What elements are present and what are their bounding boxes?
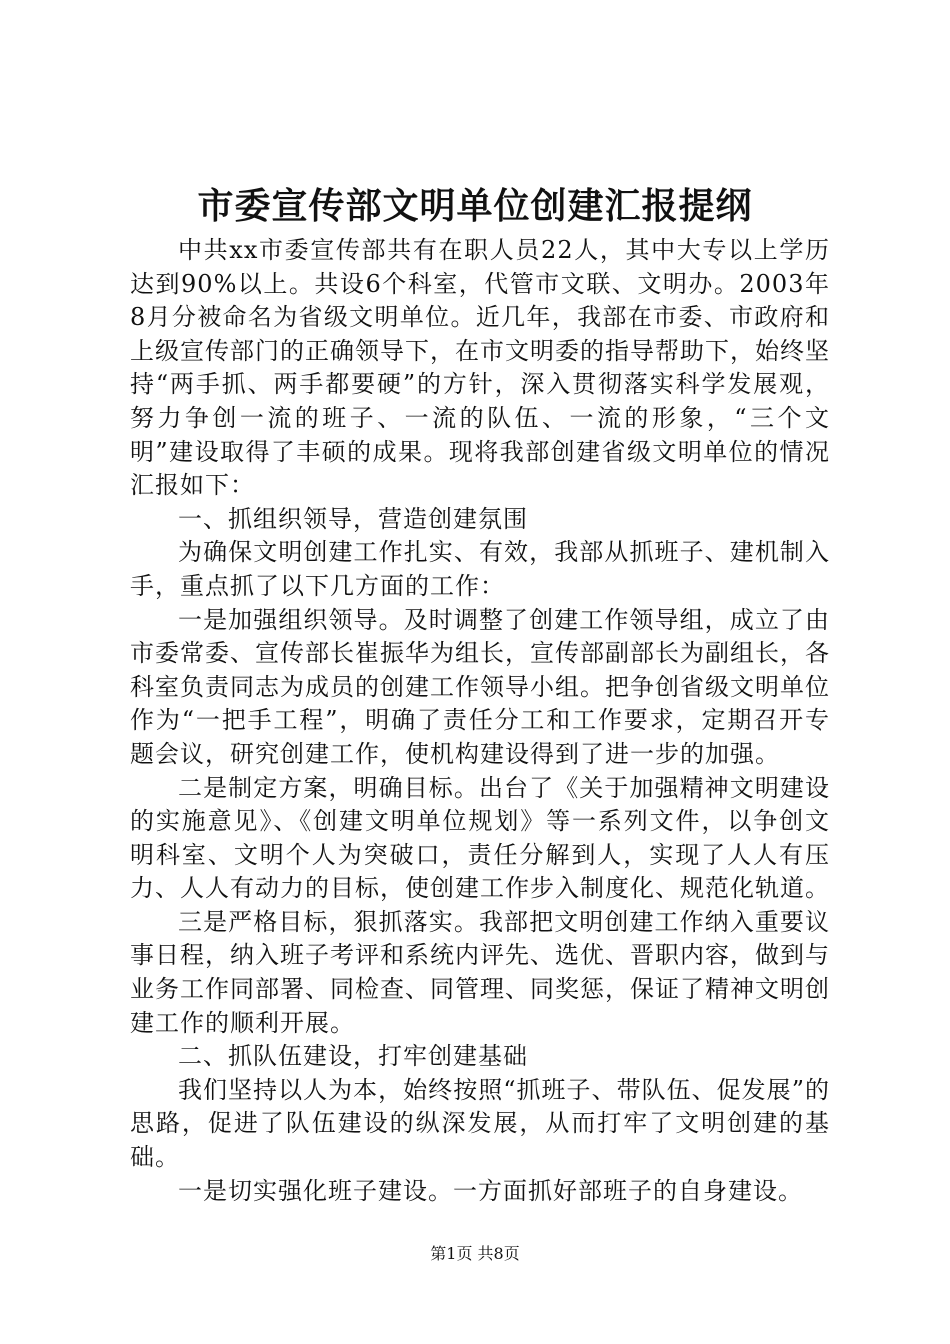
section-1-item-2-paragraph: 二是制定方案，明确目标。出台了《关于加强精神文明建设的实施意见》、《创建文明单位规划》等一系列文件，以争创文明科室、文明个人为突破口，责任分解到人，实现了人人有压力、人人有动力的目标，使创建工作步入制度化、规范化轨道。 bbox=[130, 773, 830, 903]
document-title: 市委宣传部文明单位创建汇报提纲 bbox=[197, 185, 753, 227]
section-2-intro-paragraph: 我们坚持以人为本，始终按照“抓班子、带队伍、促发展”的思路，促进了队伍建设的纵深发展，从而打牢了文明创建的基础。 bbox=[130, 1075, 830, 1172]
section-heading-2: 二、抓队伍建设，打牢创建基础 bbox=[178, 1042, 528, 1071]
intro-paragraph: 中共xx市委宣传部共有在职人员22人，其中大专以上学历达到90%以上。共设6个科室，代管市文联、文明办。2003年8月分被命名为省级文明单位。近几年，我部在市委、市政府和上级宣传部门的正确领导下，在市文明委的指导帮助下，始终坚持“两手抓、两手都要硬”的方针，深入贯彻落实科学发展观，努力争创一流的班子、一流的队伍、一流的形象，“三个文明”建设取得了丰硕的成果。现将我部创建省级文明单位的情况汇报如下： bbox=[130, 236, 830, 500]
section-1-item-3-paragraph: 三是严格目标，狠抓落实。我部把文明创建工作纳入重要议事日程，纳入班子考评和系统内评先、选优、晋职内容，做到与业务工作同部署、同检查、同管理、同奖惩，保证了精神文明创建工作的顺利开展。 bbox=[130, 907, 830, 1037]
page-footer: 第1页 共8页 bbox=[430, 1244, 520, 1263]
section-1-intro-paragraph: 为确保文明创建工作扎实、有效，我部从抓班子、建机制入手，重点抓了以下几方面的工作： bbox=[130, 538, 830, 600]
document-body bbox=[130, 234, 830, 1208]
section-2-item-1-paragraph: 一是切实强化班子建设。一方面抓好部班子的自身建设。 bbox=[178, 1176, 803, 1205]
section-heading-1: 一、抓组织领导，营造创建氛围 bbox=[178, 504, 528, 533]
section-1-item-1-paragraph: 一是加强组织领导。及时调整了创建工作领导组，成立了由市委常委、宣传部长崔振华为组长，宣传部副部长为副组长，各科室负责同志为成员的创建工作领导小组。把争创省级文明单位作为“一把手工程”，明确了责任分工和工作要求，定期召开专题会议，研究创建工作，使机构建设得到了进一步的加强。 bbox=[130, 605, 830, 768]
